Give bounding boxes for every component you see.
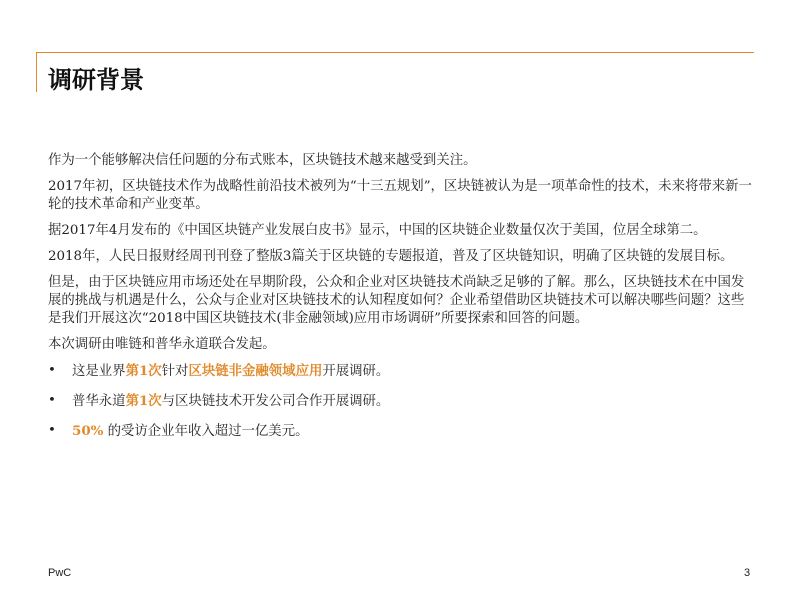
bullet-icon: • — [48, 393, 56, 408]
bullet-text-pre: 这是业界 — [72, 364, 126, 379]
paragraph-2017-plan: 2017年初，区块链技术作为战略性前沿技术被列为“十三五规划”，区块链被认为是一项革命性的技术，未来将带来新一轮的技术革命和产业变革。 — [48, 179, 752, 212]
bullet-icon: • — [48, 363, 56, 378]
paragraph-initiators: 本次调研由唯链和普华永道联合发起。 — [48, 337, 276, 352]
highlights-list — [48, 362, 752, 441]
bullet-highlight-first-time: 第1次 — [125, 393, 162, 409]
bullet-text-mid: 针对 — [161, 364, 189, 379]
bullet-highlight-first-time: 第1次 — [125, 363, 162, 379]
bullet-icon: • — [48, 423, 56, 438]
bullet-highlight-non-financial: 区块链非金融领域应用 — [188, 363, 323, 379]
bullet-highlight-percent: 50% — [72, 423, 104, 439]
bullet-text-mid: 与区块链技术开发公司合作开展调研。 — [161, 394, 390, 409]
bullet-text-mid: 的受访企业年收入超过一亿美元。 — [103, 424, 309, 439]
top-accent-line — [36, 52, 754, 53]
paragraph-challenges: 但是，由于区块链应用市场还处在早期阶段，公众和企业对区块链技术尚缺乏足够的了解。那么，区块链技术在中国发展的挑战与机遇是什么，公众与企业对区块链技术的认知程度如何？企业希望借助区块链技术可以解决哪些问题？这些是我们开展这次“2018中国区块链技术(非金融领域)应用市场调研”所要探索和回答的问题。 — [48, 275, 745, 326]
paragraph-whitepaper: 据2017年4月发布的《中国区块链产业发展白皮书》显示，中国的区块链企业数量仅次于美国，位居全球第二。 — [48, 223, 707, 238]
slide-title: 调研背景 — [48, 66, 144, 94]
footer-brand: PwC — [48, 567, 72, 579]
left-accent-line — [36, 52, 37, 92]
page-number: 3 — [744, 567, 751, 579]
list-item — [48, 362, 752, 381]
slide-body — [48, 152, 752, 452]
paragraph-peoples-daily: 2018年，人民日报财经周刊刊登了整版3篇关于区块链的专题报道，普及了区块链知识，明确了区块链的发展目标。 — [48, 249, 734, 264]
paragraph-intro: 作为一个能够解决信任问题的分布式账本，区块链技术越来越受到关注。 — [48, 153, 477, 168]
bullet-text-post: 开展调研。 — [322, 364, 390, 379]
bullet-text-pre: 普华永道 — [72, 394, 126, 409]
list-item — [48, 392, 752, 411]
list-item — [48, 422, 752, 441]
